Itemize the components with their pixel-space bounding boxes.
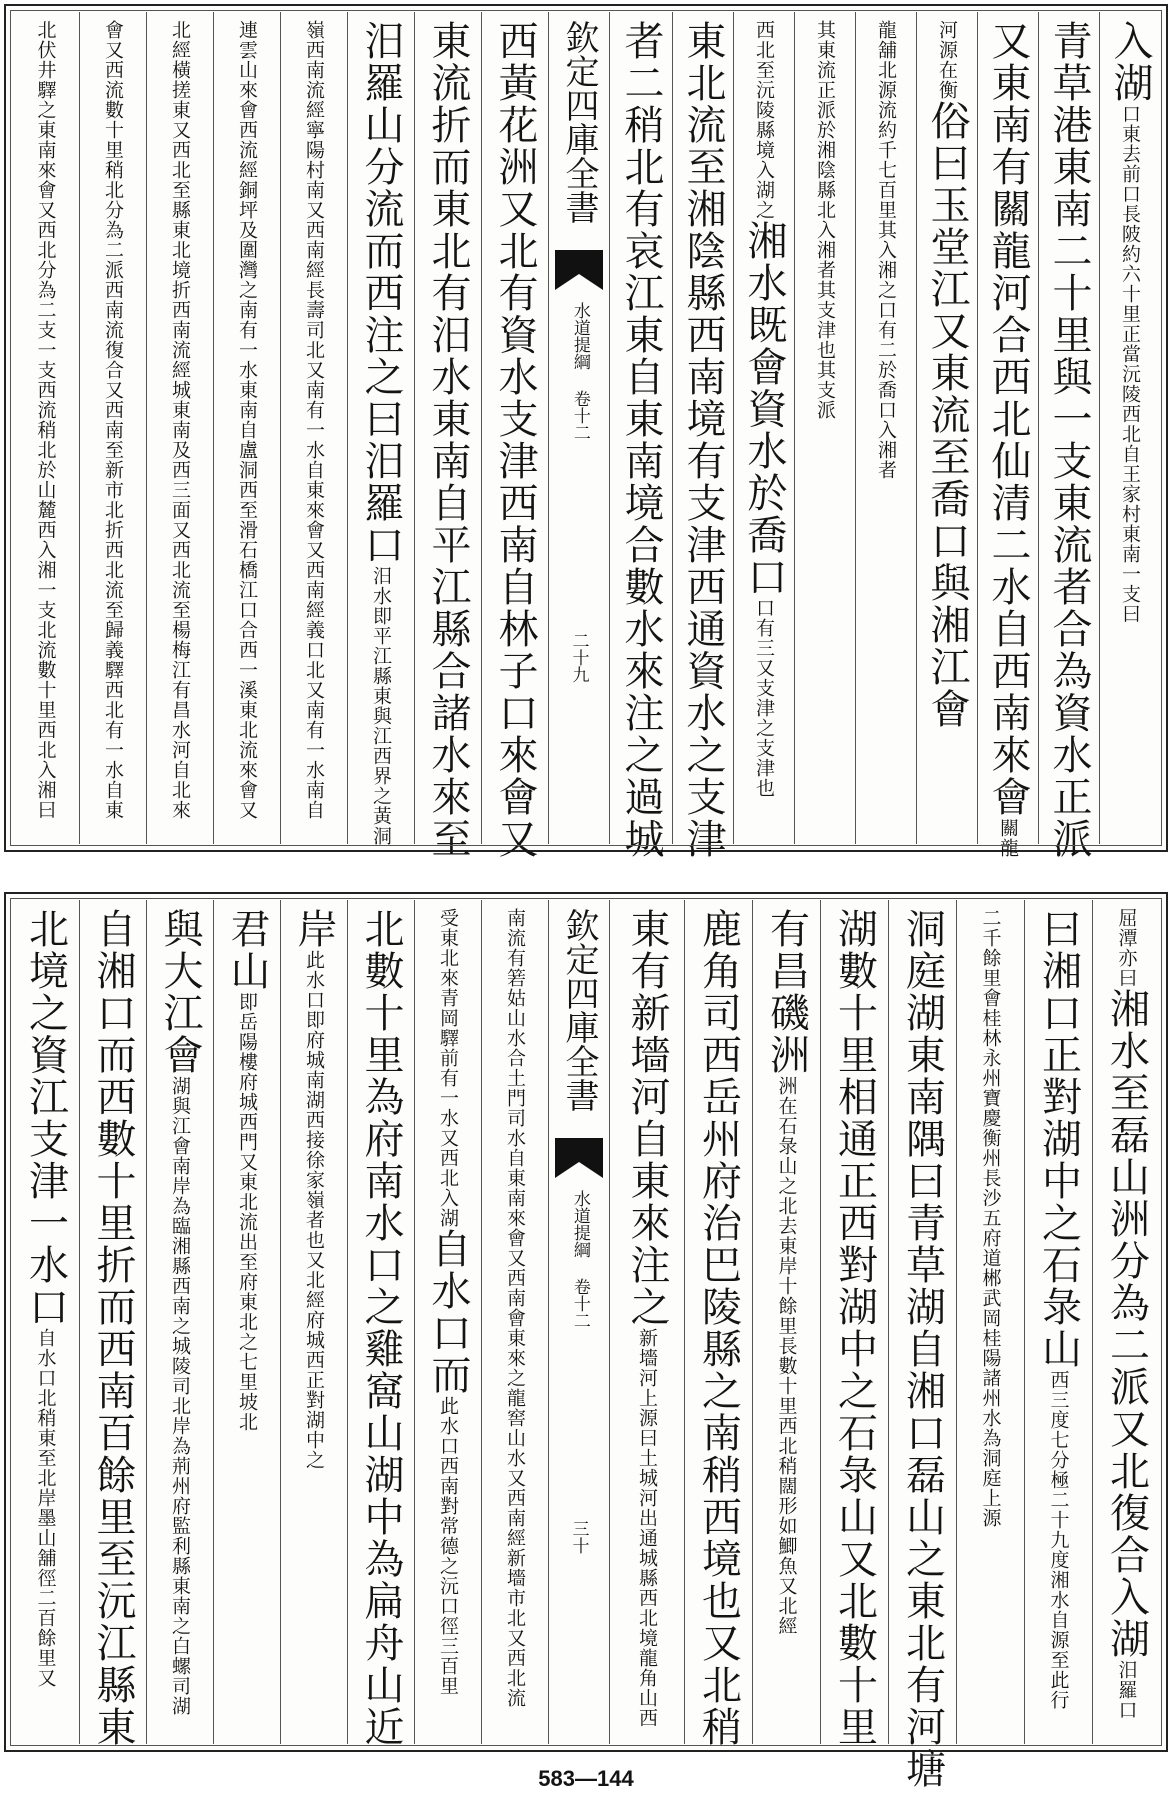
text-column: 有昌磯洲洲在石彔山之北去東岸十餘里長數十里西北稍闊形如鯽魚又北經 [752,900,820,1744]
center-title: 欽定四庫全書 [559,908,599,1112]
text-column: 二千餘里會桂林永州寶慶衡州長沙五府道郴武岡桂陽諸州水為洞庭上源 [956,900,1024,1744]
fish-tail-mark [555,250,603,290]
text-column: 龍舖北源流約千七百里其入湘之口有二於喬口入湘者 [855,12,916,844]
text-column: 南流有箬姑山水合土門司水自東南來會又西南會東來之龍窖山水又西南經新墻市北又西北流 [481,900,548,1744]
folio-number: 二十九 [568,632,589,683]
text-column: 東有新墻河自東來注之新墻河上源曰土城河出通城縣西北境龍角山西 [624,908,670,1728]
annotation-note: 自盧洞西至滑石橋江口合西一溪東北流來會又 [236,420,258,820]
annotation-note: 府道郴武岡桂陽諸州水為洞庭上源 [979,1228,1002,1528]
center-title: 欽定四庫全書 [559,20,599,224]
annotation-note: 稍北於山麓西入湘一支北流數十里西北入湘曰 [34,420,57,820]
annotation-note: 長數十里西北稍闊形如鯽魚 [775,1336,798,1576]
text-column: 與大江會湖與江會南岸為臨湘縣西南之城陵司北岸為荊州府監利縣東南之白螺司湖 [146,900,213,1744]
text-column: 河源在衡俗曰玉堂江又東流至喬口與湘江會 [916,12,977,844]
center-subtitle: 水道提綱 卷十二 [569,1190,590,1329]
annotation-note: 司北岸為荊州府監利縣東南之白螺司 [169,1376,191,1696]
left-text-block [12,12,548,860]
center-fold [548,12,610,844]
text-column: 西北至沅陵縣境入湖之湘水既會資水於喬口口有三又支津之支津也 [733,12,794,844]
text-column: 入湖口東去前口長陂約六十里正當沅陵西北自王家村東南一支曰 [1099,12,1160,844]
annotation-note: 源流約千七百里其入湘之口有二於喬口入湘者 [875,80,897,480]
annotation-note: 此水口西南對常德之沅口徑三百里 [437,1396,459,1696]
text-column: 北經橫搓東又西北至縣東北境折西南流經城東南及西三面又西北流至楊梅江有昌水河自北來 [146,12,213,844]
annotation-note: 度 [1047,1550,1070,1570]
text-column: 者二稍北有哀江東自東南境合數水來注之過城 [618,20,664,860]
text-column: 會又西流數十里稍北分為二派西南流復合又西南至新市北折西北流至歸義驛西北有一水自東 [79,12,146,844]
annotation-note: 南及西三面又西北流至楊梅江有昌水河自北來 [169,420,191,820]
annotation-note: 西接徐家嶺者也 [303,1110,325,1250]
text-column: 東流折而東北有汨水東南自平江縣合諸水來至 [414,12,481,844]
text-column: 岸此水口即府城南湖西接徐家嶺者也又北經府城西正對湖中之 [280,900,347,1744]
text-column: 北境之資江支津一水口自水口北稍東至北岸墨山舖徑二百餘里又 [22,908,69,1688]
right-text-block [610,12,1160,860]
annotation-note: 關龍 [997,818,1019,858]
annotation-note: 十里正當沅陵西北 [1119,284,1141,444]
text-column: 北數十里為府南水口之雞窩山湖中為扁舟山近 [347,900,414,1744]
center-fold [548,900,610,1744]
right-text-block [610,900,1160,1790]
text-column: 受東北來青岡驛前有一水又西北入湖自水口而此水口西南對常德之沅口徑三百里 [414,900,481,1744]
fish-tail-mark [555,1138,603,1178]
annotation-note: 湘水自源至此行 [1047,1570,1070,1710]
annotation-note: 墨山舖徑二百餘里 [34,1508,57,1668]
annotation-note: 又北經府城西正對湖中之 [303,1250,325,1470]
annotation-note: 一水自東來會又西南經義口北又南有一水南自 [303,420,325,820]
text-column: 西黃花洲又北有資水支津西南自林子口來會又 [481,12,548,844]
text-column: 曰湘口正對湖中之石彔山西三度七分極二十九度湘水自源至此行 [1024,900,1092,1744]
annotation-note: 又東北流出至府東北之七里坡北 [236,1152,258,1432]
annotation-note: 又 [34,1668,57,1688]
page-number-footer: 583—144 [538,1766,634,1791]
page-top [4,4,1168,860]
folio-number: 三十 [568,1520,589,1554]
text-column: 青草港東南二十里與一支東流者合為資水正派 [1038,12,1099,844]
annotation-note: 會東來之龍窖山水又西南經新墻市北又西北流 [504,1308,526,1708]
annotation-note: 湖 [169,1696,191,1716]
text-column: 湖數十里相通正西對湖中之石彔山又北數十里 [820,900,888,1744]
text-column: 自湘口而西數十里折而西南百餘里至沅江縣東 [79,900,146,1744]
text-column: 屈潭亦曰湘水至磊山洲分為二派又北復合入湖汨羅口 [1092,900,1160,1744]
text-column: 北伏井驛之東南來會又西北分為二支一支西流稍北於山麓西入湘一支北流數十里西北入湘曰 [34,20,57,820]
annotation-note: 又北經 [775,1576,798,1636]
annotation-note: 自王家村東南一支曰 [1119,444,1141,624]
left-text-block [12,900,548,1748]
annotation-note: 汨羅口 [1115,1660,1138,1720]
text-column: 其東流正派於湘陰縣北入湘者其支津也其支派 [794,12,855,844]
text-column: 東北流至湘陰縣西南境有支津西通資水之支津 [672,12,733,844]
text-column: 洞庭湖東南隅曰青草湖自湘口磊山之東北有河塘 [888,900,956,1744]
annotation-note: 府城西門 [236,1072,258,1152]
text-column: 嶺西南流經寧陽村南又西南經長壽司北又南有一水自東來會又西南經義口北又南有一水南自 [280,12,347,844]
annotation-note: 南至新市北折西北流至歸義驛西北有一水自東 [102,420,124,820]
annotation-note: 口有三又支津之支津也 [753,598,775,798]
text-column: 連雲山來會西流經銅坪及圍灣之南有一水東南自盧洞西至滑石橋江口合西一溪東北流來會又 [213,12,280,844]
text-column: 又東南有關龍河合西北仙清二水自西南來會關龍 [977,12,1038,844]
text-column: 鹿角司西岳州府治巴陵縣之南稍西境也又北稍 [684,900,752,1744]
annotation-note: 通城縣西北境龍角山西 [636,1528,658,1728]
text-column: 君山即岳陽樓府城西門又東北流出至府東北之七里坡北 [213,900,280,1744]
text-column: 汨羅山分流而西注之曰汨羅口汨水即平江縣東與江西界之黃洞 [347,12,414,844]
center-subtitle: 水道提綱 卷十二 [569,302,590,441]
